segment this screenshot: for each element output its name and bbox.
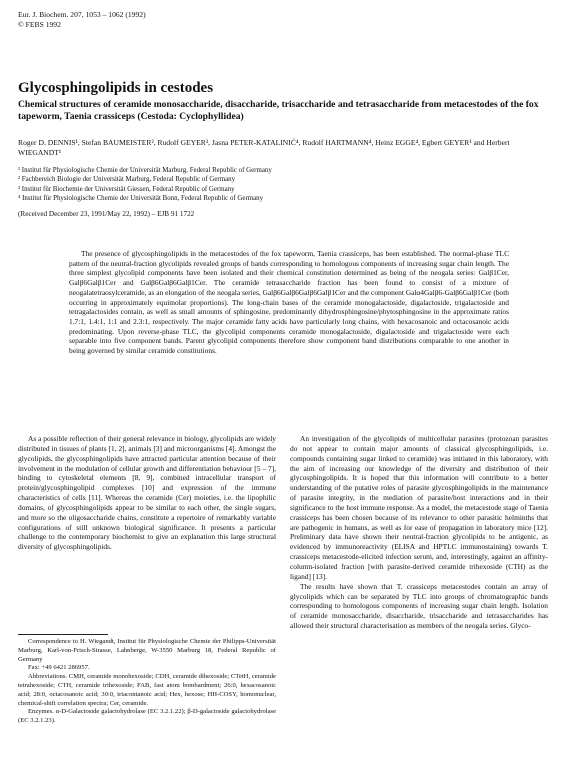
received-dates: (Received December 23, 1991/May 22, 1992) – EJB 91 1722 [18,210,195,218]
footnote-rule [18,634,108,635]
right-column [290,434,548,631]
body-paragraph-1: An investigation of the glycolipids of multicellular parasites (protozoan parasites do not appear to contain major amounts of classical glycosphingolipids, i.e. compounds containing sugar linked to ceramide) was initiated in this laboratory, with the aim of increasing our knowledge of the diversity and distribution of their glycosphingolipids. It is hoped that this information will contribute to a better understanding of the putative roles of parasite glycosphingolipids in the maintenance of parasite integrity, in the mediation of parasite/host interactions and in their significance to the host immune response. As a model, the metacestode stage of Taenia crassiceps has been chosen because of its relevance to other parasitic helminths that are pathogenic in humans, as well as for ease of propagation in laboratory mice [12]. Preliminary data have shown their neutral-fraction glycolipids to be antigenic, as evidenced by immunoreactivity (ELISA and HPTLC immunostaining) towards T. crassiceps metacestode-elicited infection serum, and, interestingly, against an affinity-column-isolated fraction [with parasite-derived ceramide trihexoside (CTH) as the ligand] [13]. [290,434,548,581]
affiliation-2: ² Fachbereich Biologie der Universität Marburg, Federal Republic of Germany [18,176,236,184]
intro-paragraph: As a possible reflection of their general relevance in biology, glycolipids are widely distributed in tissues of plants [1, 2], animals [3] and microorganisms [4]. Amongst the glycolipids, the glycosphingolipids have attracted particular attention because of their involvement in the modulation of cellular growth and differentiation behaviour [5 – 7], binding to cytoskeletal elements [8, 9], combined intracellular transport of protein/glycosphingolipid complexes [10] and expression of the immune characteristics of cells [11]. Whereas the ceramide (Cer) moieties, i.e. the lipophilic domains, of glycosphingolipids appear to be similar to each other, the single sugars, and more so the oligosaccharide chains, constitute a repertoire of remarkably variable configurations of still unknown biological significance. It presents a particular challenge to the contemporary biochemist to give an explanation this large structural diversity of glycosphingolipids. [18,434,276,552]
body-paragraph-2: The results have shown that T. crassiceps metacestodes contain an array of glycolipids which can be separated by TLC into groups of chromatographic bands corresponding to homologous components of increasing sugar chain length. Isolation of ceramide monosaccharide, disaccharide, trisaccharide and tetrasaccharides has allowed their structural characterisation as members of the neogala series. Glyco- [290,581,548,631]
left-column [18,434,276,552]
footnote-fax: Fax: +49 6421 286957. [28,664,90,672]
footnote-abbreviations: Abbreviations. CMH, ceramide monohexoside; CDH, ceramide dihexoside; CTetH, ceramide tetrahexoside; CTH, ceramide trihexoside; FAB, fast atom bombardment; 26:0, hexacosanoic acid; 28:0, octacosanoic acid; 30:0, triacontanoic acid; Hex, hexose; HH-COSY, homonuclear, chemical-shift correlation spectra; Cer, ceramide. [18,673,276,707]
copyright-line: © FEBS 1992 [18,20,61,29]
author-list: Roger D. DENNIS¹, Stefan BAUMEISTER², Rudolf GEYER³, Jasna PETER-KATALINIĆ⁴, Rudolf HARTMANN⁴, Heinz EGGE⁴, Egbert GEYER¹ and Herbert WIEGANDT¹ [18,138,510,157]
article-title: Glycosphingolipids in cestodes [18,80,214,96]
footnote-correspondence: Correspondence to H. Wiegandt, Institut für Physiologische Chemie der Philipps-Universität Marburg, Karl-von-Frisch-Strasse, Lahnberge, W-3550 Marburg 18, Federal Republic of Germany [18,638,276,663]
abstract-text: The presence of glycosphingolipids in the metacestodes of the fox tapeworm, Taenia crassiceps, has been established. The normal-phase TLC pattern of the neutral-fraction glycolipids revealed groups of bands corresponding to homologous components of increasing sugar chain length. The three simplest glycolipid components have been isolated and their chemical constitution determined as being of the neogala series: Galβ1Cer, Galβ6Galβ1Cer and Galβ6Galβ6Galβ1Cer. The ceramide tetrasaccharide fraction has been found to consist of a mixture of neogalatetraosylceramide, as an elongation of the neogala series, Galβ6Galβ6Galβ6Galβ1Cer and the component Galα4Galβ6-Galβ6Galβ1Cer (both occurring in approximately equimolar proportions). The long-chain bases of the ceramide monogalactoside, digalactoside, trigalactoside and tetragalactosides contain, as well as small amounts of sphingosine, predominantly dihydrosphingosine/phytosphingosine in the approximate ratios 1.7:1, 1.4:1, 1:1 and 2.3:1, respectively. The major ceramide fatty acids have particularly long chains, with hexacosanoic and octacosanoic acids predominating. Upon reverse-phase TLC, the glycolipid components ceramide monogalactoside, digalactoside and trigalactoside were each separable into five component bands. Parent glycolipid components therefore show component band distributions comparable to one another in being governed by similar ceramide constitutions. [69,249,509,356]
journal-header [18,10,146,30]
journal-citation: Eur. J. Biochem. 207, 1053 – 1062 (1992) [18,10,146,19]
affiliation-1: ¹ Institut für Physiologische Chemie der Universität Marburg, Federal Republic of Germany [18,167,272,174]
affiliation-3: ³ Institut für Biochemie der Universität Giessen, Federal Republic of Germany [18,185,235,193]
footnotes [18,638,276,726]
affiliation-4: ⁴ Institut für Physiologische Chemie der Universität Bonn, Federal Republic of Germany [18,195,264,203]
article-subtitle: Chemical structures of ceramide monosaccharide, disaccharide, trisaccharide and tetrasaccharide from metacestodes of the fox tapeworm, Taenia crassiceps (Cestoda: Cyclophyllidea) [18,99,539,122]
abstract [69,249,509,356]
footnote-enzymes: Enzymes. α-D-Galactoside galactohydrolase (EC 3.2.1.22); β-D-galactoside galactohydrolase (EC 3.2.1.23). [18,708,276,725]
affiliations [18,166,538,204]
